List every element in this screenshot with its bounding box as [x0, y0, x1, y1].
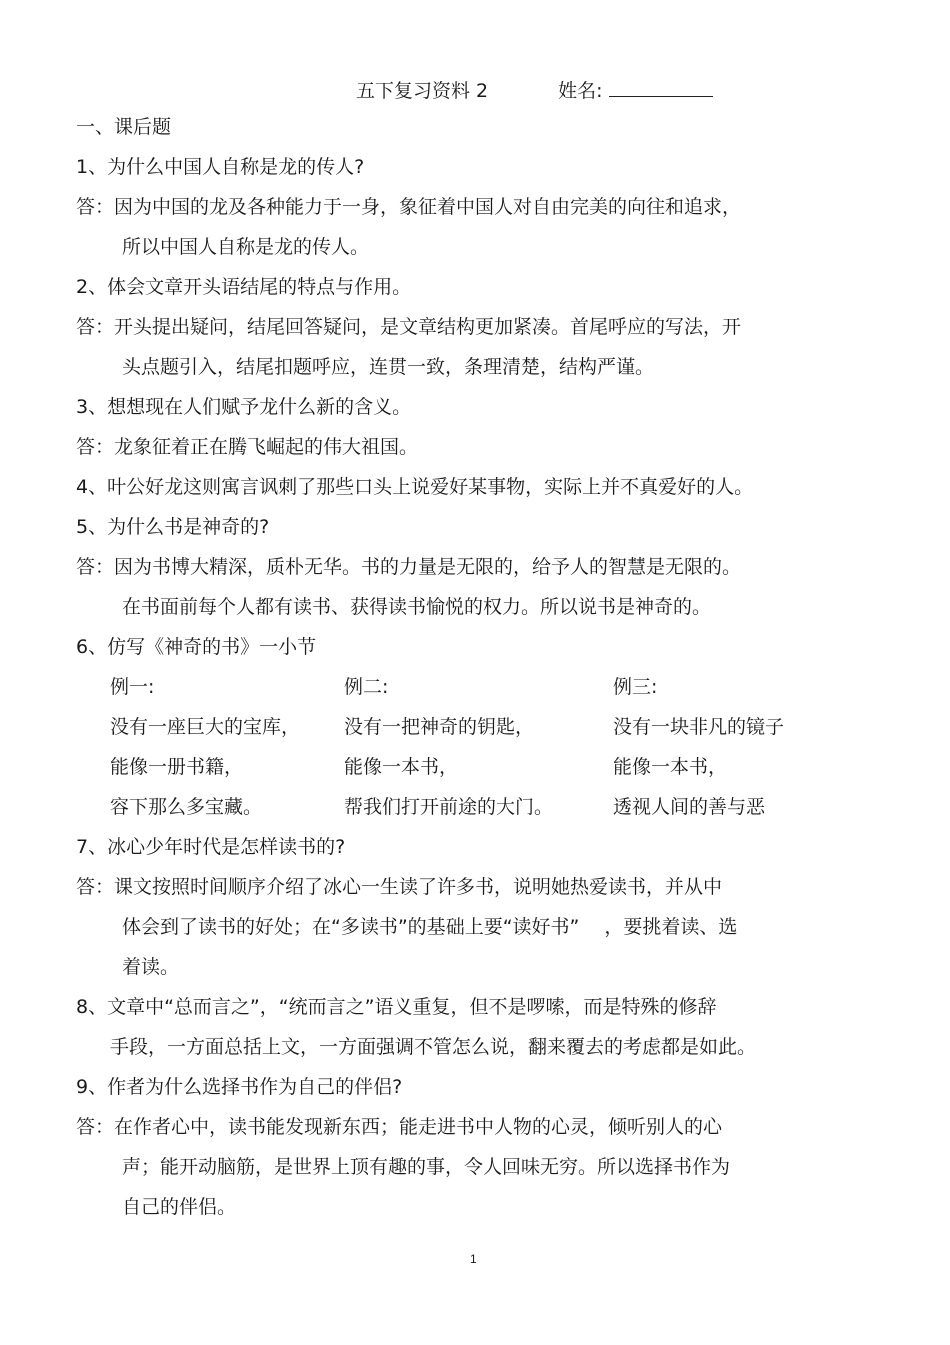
answer-7-line-3: 着读。 [122, 956, 180, 978]
answer-2-line-2: 头点题引入，结尾扣题呼应，连贯一致，条理清楚，结构严谨。 [122, 356, 655, 378]
answer-9-line-1: 答：在作者心中，读书能发现新东西；能走进书中人物的心灵，倾听别人的心 [76, 1116, 723, 1138]
answer-2-line-1: 答：开头提出疑问，结尾回答疑问，是文章结构更加紧凑。首尾呼应的写法，开 [76, 316, 742, 338]
question-1: 1、为什么中国人自称是龙的传人? [76, 156, 365, 178]
example-3-line-3: 透视人间的善与恶 [613, 796, 766, 818]
example-3-line-1: 没有一块非凡的镜子 [613, 716, 785, 738]
question-9: 9、作者为什么选择书作为自己的伴侣? [76, 1076, 403, 1098]
section-title: 一、课后题 [76, 116, 172, 138]
example-1-label: 例一: [110, 676, 155, 698]
example-2-line-2: 能像一本书， [344, 756, 459, 778]
example-1-line-2: 能像一册书籍， [110, 756, 244, 778]
page-title [356, 76, 713, 104]
answer-1-line-1: 答：因为中国的龙及各种能力于一身，象征着中国人对自由完美的向往和追求， [76, 196, 742, 218]
question-5: 5、为什么书是神奇的? [76, 516, 270, 538]
question-3: 3、想想现在人们赋予龙什么新的含义。 [76, 396, 412, 418]
example-2-label: 例二: [344, 676, 389, 698]
example-3-line-2: 能像一本书， [613, 756, 728, 778]
question-8-line-1: 8、文章中“总而言之”，“统而言之”语义重复，但不是啰嗦，而是特殊的修辞 [76, 996, 717, 1018]
answer-1-line-2: 所以中国人自称是龙的传人。 [122, 236, 370, 258]
title-text: 五下复习资料 2 [356, 80, 489, 102]
question-8-line-2: 手段，一方面总括上文，一方面强调不管怎么说，翻来覆去的考虑都是如此。 [110, 1036, 757, 1058]
answer-7-line-2: 体会到了读书的好处；在“多读书”的基础上要“读好书” ，要挑着读、选 [122, 916, 738, 938]
answer-3: 答：龙象征着正在腾飞崛起的伟大祖国。 [76, 436, 419, 458]
question-4: 4、叶公好龙这则寓言讽刺了那些口头上说爱好某事物，实际上并不真爱好的人。 [76, 476, 754, 498]
example-1-line-1: 没有一座巨大的宝库， [110, 716, 301, 738]
answer-7-line-1: 答：课文按照时间顺序介绍了冰心一生读了许多书，说明她热爱读书，并从中 [76, 876, 723, 898]
question-6: 6、仿写《神奇的书》一小节 [76, 636, 317, 658]
question-2: 2、体会文章开头语结尾的特点与作用。 [76, 276, 412, 298]
answer-5-line-2: 在书面前每个人都有读书、获得读书愉悦的权力。所以说书是神奇的。 [122, 596, 712, 618]
example-2-line-3: 帮我们打开前途的大门。 [344, 796, 554, 818]
name-label: 姓名: [558, 80, 603, 102]
example-2-line-1: 没有一把神奇的钥匙， [344, 716, 535, 738]
answer-5-line-1: 答：因为书博大精深，质朴无华。书的力量是无限的，给予人的智慧是无限的。 [76, 556, 742, 578]
name-blank-line[interactable] [609, 76, 713, 97]
example-3-label: 例三: [613, 676, 658, 698]
answer-9-line-3: 自己的伴侣。 [122, 1196, 237, 1218]
answer-9-line-2: 声；能开动脑筋，是世界上顶有趣的事，令人回味无穷。所以选择书作为 [122, 1156, 731, 1178]
page-number: 1 [470, 1252, 477, 1266]
question-7: 7、冰心少年时代是怎样读书的? [76, 836, 346, 858]
example-1-line-3: 容下那么多宝藏。 [110, 796, 263, 818]
